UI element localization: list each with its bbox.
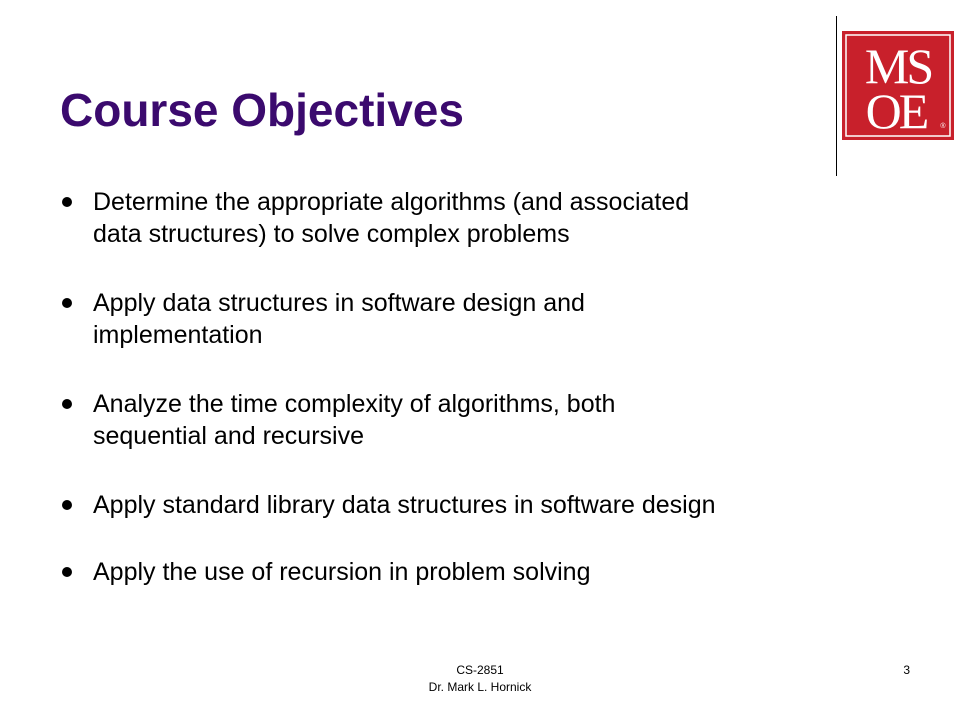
svg-text:®: ® xyxy=(940,123,946,130)
vertical-divider xyxy=(836,16,837,176)
objectives-list xyxy=(60,186,920,623)
footer-course-code: CS-2851 xyxy=(456,663,504,677)
msoe-logo xyxy=(842,31,954,140)
page-number: 3 xyxy=(903,663,910,677)
list-item-text-line2: data structures) to solve complex problems xyxy=(93,220,570,248)
list-item xyxy=(60,489,920,521)
bullet-icon xyxy=(62,298,72,308)
list-item-text-line2: implementation xyxy=(93,321,263,349)
list-item xyxy=(60,287,920,351)
list-item-text: Apply standard library data structures in software design xyxy=(93,491,716,519)
slide-footer xyxy=(380,662,580,696)
list-item-text-line1: Analyze the time complexity of algorithms, both xyxy=(93,390,616,418)
list-item xyxy=(60,388,920,452)
svg-text:MS: MS xyxy=(864,38,932,94)
list-item-text-line2: sequential and recursive xyxy=(93,422,364,450)
bullet-icon xyxy=(62,500,72,510)
list-item-text-line1: Determine the appropriate algorithms (and associated xyxy=(93,188,690,216)
svg-text:OE: OE xyxy=(865,83,927,139)
bullet-icon xyxy=(62,399,72,409)
footer-instructor: Dr. Mark L. Hornick xyxy=(428,680,532,694)
list-item xyxy=(60,186,920,250)
list-item-text: Apply the use of recursion in problem solving xyxy=(93,558,591,586)
bullet-icon xyxy=(62,197,72,207)
slide-title: Course Objectives xyxy=(60,84,464,136)
list-item-text-line1: Apply data structures in software design and xyxy=(93,289,585,317)
list-item xyxy=(60,556,920,588)
bullet-icon xyxy=(62,567,72,577)
